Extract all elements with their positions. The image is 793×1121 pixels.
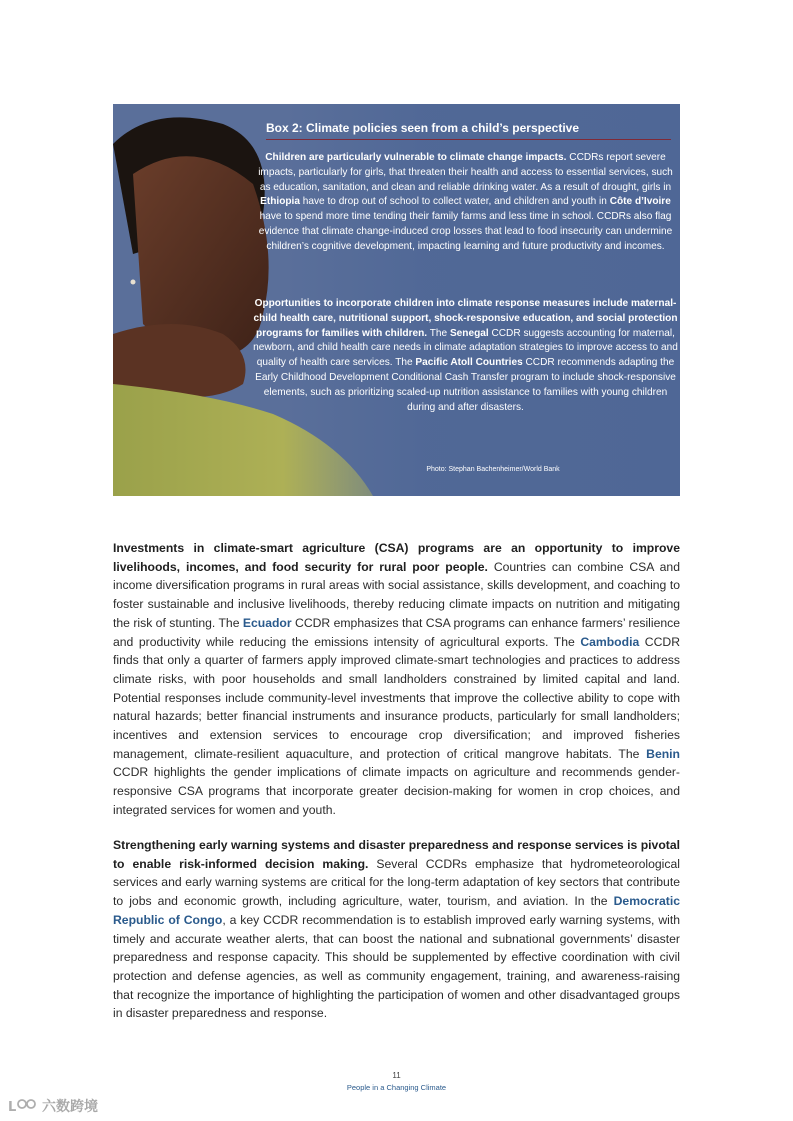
country-link-cambodia[interactable]: Cambodia xyxy=(580,634,640,649)
para2-text-2: , a key CCDR recommendation is to establish improved early warning systems, with timely and accurate weather alerts, that can boost the national and subnational governments’ disaster preparedness and response capacity. This should be supplemented by effective coordination with civil protection and defense agencies, as well as community engagement, training, and awareness-raising that recognize the importance of highlighting the participation of women and other disadvantaged groups in disaster preparedness and response. xyxy=(113,912,680,1021)
country-ethiopia: Ethiopia xyxy=(260,196,300,208)
country-link-drc[interactable]: Democratic Republic of Congo xyxy=(113,894,680,927)
watermark-text: 六数跨境 xyxy=(42,1098,98,1114)
box-title: Box 2: Climate policies seen from a child’s perspective xyxy=(266,121,671,140)
page-number: 11 xyxy=(392,1071,401,1080)
paragraph-early-warning xyxy=(113,836,680,1023)
box-paragraph-2-lead: Opportunities to incorporate children into climate response measures include maternal-child health care, nutritional support, shock-responsive education, and social protection programs for families with children. xyxy=(253,298,678,339)
box-p2-text-2: CCDR suggests accounting for maternal, newborn, and child health care needs in climate adaptation strategies to improve access to and quality of health care services. The xyxy=(253,327,678,369)
watermark-logo-icon xyxy=(8,1097,38,1115)
para1-text-2: CCDR emphasizes that CSA programs can enhance farmers’ resilience and productivity while reducing the emissions intensity of agricultural exports. The xyxy=(113,615,681,649)
para2-text-1: Several CCDRs emphasize that hydrometeorological services and early warning systems are critical for the long-term adaptation of key sectors that contribute to jobs and economic growth, including agriculture, water, tourism, and aviation. In the xyxy=(113,856,680,909)
para1-text-4: CCDR highlights the gender implications of climate impacts on agriculture and recommends gender-responsive CSA programs that incorporate greater decision-making for women in crop choices, and integrated services for women and youth. xyxy=(113,765,680,817)
paragraph-csa xyxy=(113,539,680,820)
paragraph-csa-lead: Investments in climate-smart agriculture (CSA) programs are an opportunity to improve livelihoods, incomes, and food security for rural poor people. xyxy=(113,541,680,574)
country-pacific-atoll: Pacific Atoll Countries xyxy=(415,357,523,369)
box-paragraph-1-lead: Children are particularly vulnerable to climate change impacts. xyxy=(265,152,567,163)
box-2-banner xyxy=(113,104,680,496)
paragraph-early-warning-lead: Strengthening early warning systems and disaster preparedness and response services is pivotal to enable risk-informed decision making. xyxy=(113,838,680,871)
box-p2-text-3: CCDR recommends adapting the Early Childhood Development Conditional Cash Transfer program to include shock-responsive elements, such as prioritizing scaled-up nutrition assistance to families with young children during and after disasters. xyxy=(255,357,676,413)
para1-text-3: CCDR finds that only a quarter of farmers apply improved climate-smart technologies and practices to address climate risks, with poor households and small landholders constrained by limited capital and land. Potential responses include community-level investments that improve the collective ability to cope with natural hazards; better financial instruments and insurance products, particularly for small landholders; incentives and extension services to encourage crop diversification; and improved fisheries management, climate-resilient aquaculture, and protection of critical mangrove habitats. The xyxy=(113,634,680,761)
country-link-ecuador[interactable]: Ecuador xyxy=(242,615,292,630)
country-senegal: Senegal xyxy=(449,327,489,339)
photo-credit: Photo: Stephan Bachenheimer/World Bank xyxy=(426,466,560,473)
watermark xyxy=(8,1096,98,1116)
country-link-benin[interactable]: Benin xyxy=(646,746,680,761)
box-paragraph-2 xyxy=(253,297,678,415)
box-p1-text-2: have to drop out of school to collect water, and children and youth in xyxy=(299,196,610,208)
para1-text-1: Countries can combine CSA and income diversification programs in rural areas with social assistance, skills development, and coaching to foster sustainable and inclusive livelihoods, thereby reducing climate impacts on nutrition and mitigating the risk of stunting. The xyxy=(113,559,680,630)
box-p2-text-1: The xyxy=(427,327,450,339)
footer-title: People in a Changing Climate xyxy=(346,1083,447,1092)
box-p1-text-3: have to spend more time tending their family farms and less time in school. CCDRs also flag evidence that climate change-induced crop losses that lead to food insecurity can undermine children’s cognitive development, impacting learning and future productivity and incomes. xyxy=(258,211,673,252)
box-paragraph-1 xyxy=(253,151,678,255)
country-cote-divoire: Côte d’Ivoire xyxy=(609,196,671,208)
svg-text:L: L xyxy=(8,1100,17,1115)
box-p1-text-1: CCDRs report severe impacts, particularly for girls, that threaten their health and access to essential services, such as education, sanitation, and clean and reliable drinking water. As a result of drought, girls in xyxy=(258,152,673,193)
